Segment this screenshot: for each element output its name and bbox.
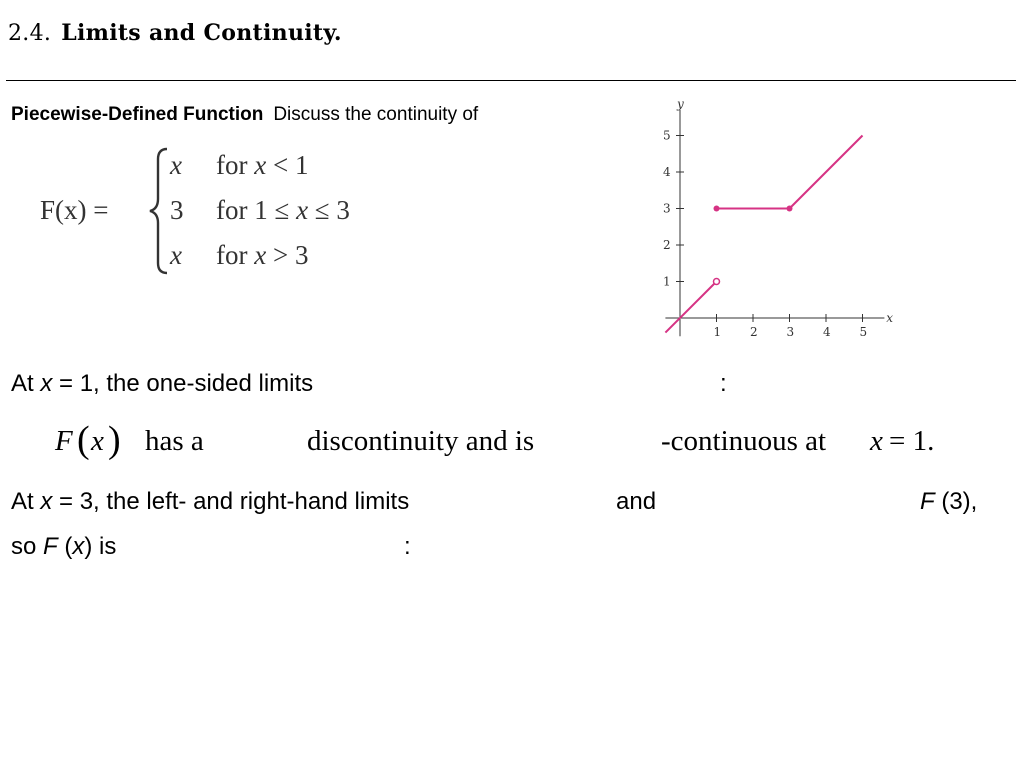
line2-has-a: has a	[145, 425, 204, 457]
case-2-value: 3	[170, 195, 184, 225]
line2-x: x	[91, 425, 104, 457]
graph-plot	[665, 136, 862, 333]
graph-segment-1	[665, 282, 716, 333]
x-tick-label: 5	[859, 325, 868, 339]
open-point	[714, 279, 720, 285]
section-heading: Limits and Continuity.	[61, 20, 342, 46]
case-1-value: x	[170, 150, 182, 180]
case-2	[170, 195, 350, 226]
piecewise-function	[40, 150, 410, 275]
graph-axes	[663, 97, 893, 339]
case-1-condition: for x < 1	[216, 150, 309, 180]
function-name: F(x) =	[40, 195, 109, 225]
line2-continuous: -continuous at	[661, 425, 827, 457]
case-3-condition: for x > 3	[216, 240, 309, 270]
example-label: Piecewise-Defined Function	[11, 104, 264, 125]
case-3-value: x	[170, 240, 182, 270]
statement-so-fx-colon: :	[404, 533, 411, 560]
y-tick-label: 2	[663, 238, 671, 252]
y-axis-label: y	[677, 97, 684, 112]
statement-x3: At x = 3, the left- and right-hand limits	[11, 488, 410, 515]
function-graph	[655, 95, 905, 350]
y-tick-label: 5	[663, 128, 671, 143]
x-axis-label: x	[886, 311, 894, 325]
statement-so-fx: so F (x) is	[11, 533, 117, 560]
y-tick-label: 4	[663, 165, 671, 179]
statement-x3-and: and	[616, 488, 657, 515]
line2-discontinuity: discontinuity and is	[307, 425, 535, 457]
closed-point	[714, 206, 720, 212]
x-tick-label: 4	[823, 325, 831, 339]
case-2-condition: for 1 ≤ x ≤ 3	[216, 195, 350, 225]
line2-left-paren: (	[77, 419, 90, 461]
left-brace	[148, 147, 170, 275]
x-tick-label: 1	[713, 325, 722, 339]
y-tick-label: 3	[663, 201, 671, 216]
header-divider	[6, 80, 1016, 81]
x-tick-label: 3	[786, 325, 795, 339]
statement-x3-f3: F (3),	[920, 488, 978, 515]
statement-discontinuity	[55, 419, 955, 465]
statement-x1: At x = 1, the one-sided limits	[11, 370, 314, 397]
statement-x1-colon: :	[720, 370, 727, 397]
line2-right-paren: )	[108, 419, 121, 461]
intro-text: Discuss the continuity of	[273, 104, 479, 125]
case-1	[170, 150, 308, 181]
line2-eq-rest: = 1.	[889, 425, 935, 457]
x-tick-label: 2	[750, 325, 758, 339]
graph-segment-3	[790, 136, 863, 209]
section-number: 2.4.	[8, 21, 52, 46]
line2-eq-var: x	[870, 425, 883, 457]
case-3	[170, 240, 308, 271]
line2-F: F	[55, 425, 73, 457]
intro-line	[11, 104, 478, 126]
section-title	[8, 20, 342, 46]
y-tick-label: 1	[663, 274, 671, 289]
